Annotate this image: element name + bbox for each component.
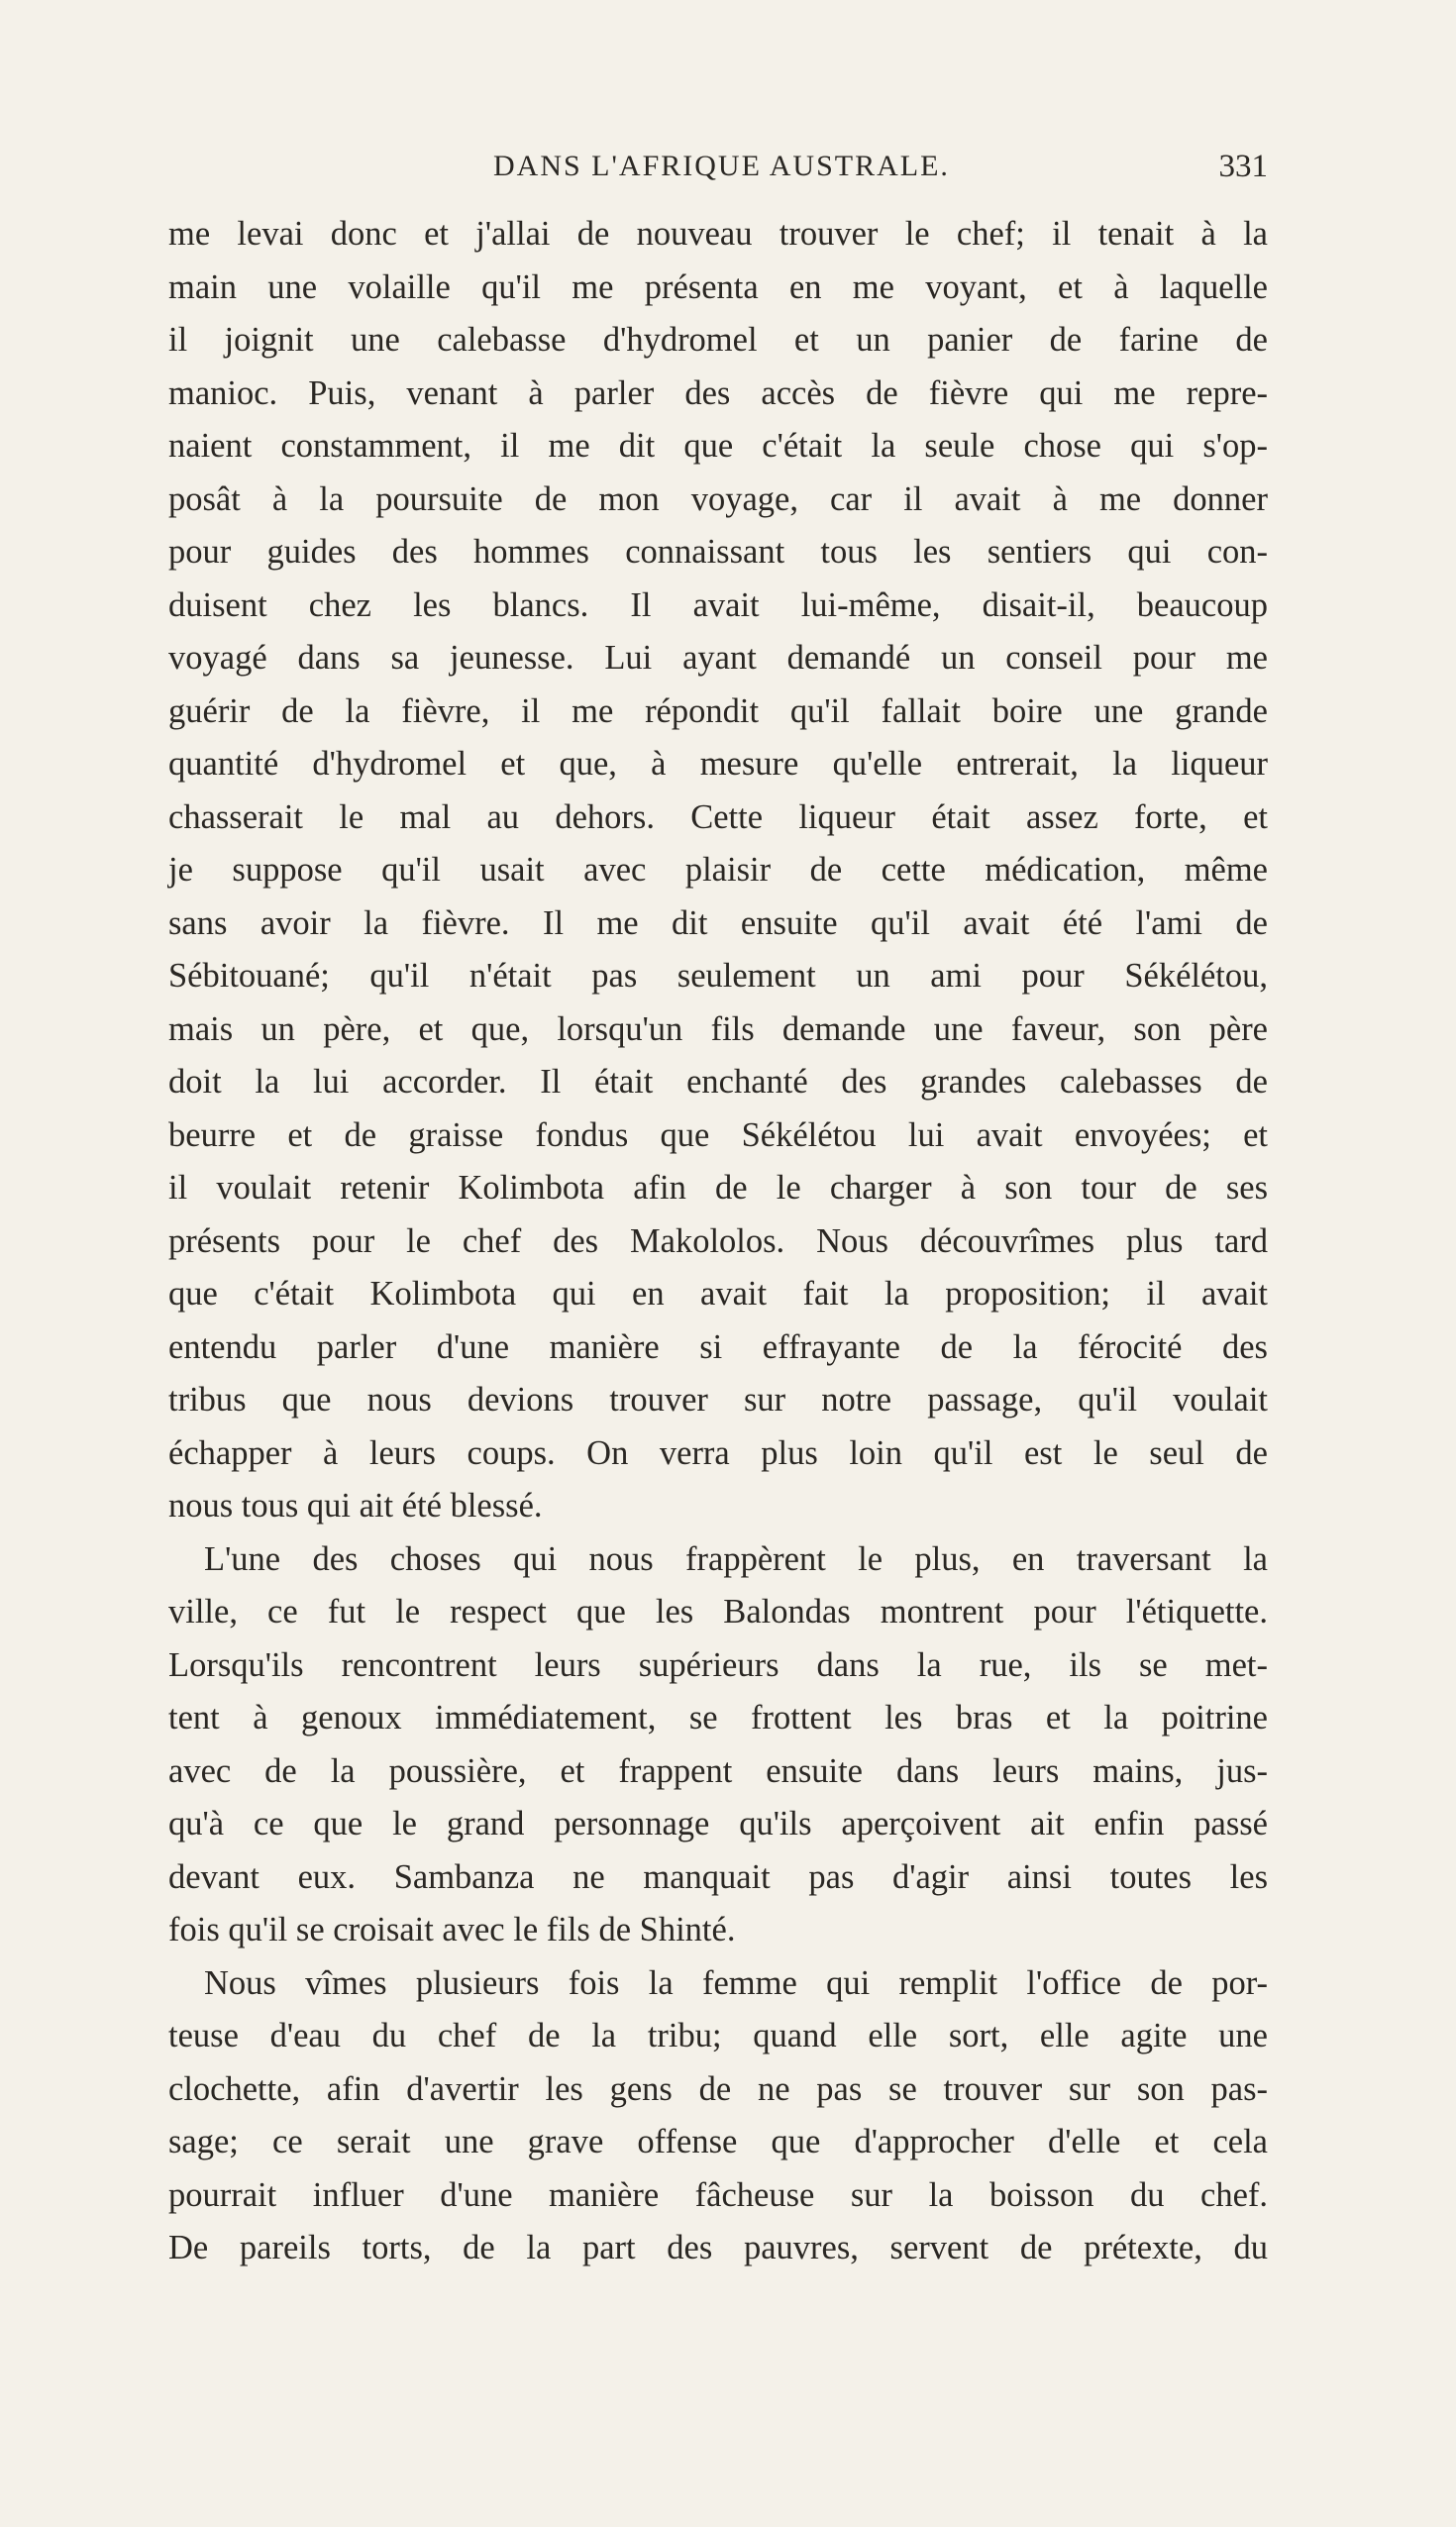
text-line: entendu parler d'une manière si effrayante de la férocité des [168, 1327, 1268, 1366]
text-line: De pareils torts, de la part des pauvres, servent de prétexte, du [168, 2229, 1268, 2266]
text-line: avec de la poussière, et frappent ensuite dans leurs mains, jus- [168, 1751, 1268, 1790]
text-line: devant eux. Sambanza ne manquait pas d'agir ainsi toutes les [168, 1857, 1268, 1896]
text-line: il joignit une calebasse d'hydromel et un panier de farine de [168, 321, 1268, 359]
text-line: pour guides des hommes connaissant tous les sentiers qui con- [168, 533, 1268, 571]
text-line: duisent chez les blancs. Il avait lui-même, disait-il, beaucoup [168, 585, 1268, 624]
text-line: chasserait le mal au dehors. Cette liqueur était assez forte, et [168, 797, 1268, 836]
text-line: nous tous qui ait été blessé. [168, 1487, 543, 1525]
page-header [168, 147, 1268, 186]
text-line: doit la lui accorder. Il était enchanté des grandes calebasses de [168, 1063, 1268, 1101]
text-line: posât à la poursuite de mon voyage, car il avait à me donner [168, 479, 1268, 518]
paragraph [168, 208, 1268, 1533]
text-line: échapper à leurs coups. On verra plus loin qu'il est le seul de [168, 1433, 1268, 1472]
text-line: tent à genoux immédiatement, se frottent les bras et la poitrine [168, 1699, 1268, 1737]
text-line: guérir de la fièvre, il me répondit qu'il fallait boire une grande [168, 691, 1268, 730]
text-line: que c'était Kolimbota qui en avait fait la proposition; il avait [168, 1275, 1268, 1313]
text-line: il voulait retenir Kolimbota afin de le charger à son tour de ses [168, 1169, 1268, 1207]
text-line: me levai donc et j'allai de nouveau trouver le chef; il tenait à la [168, 215, 1268, 253]
text-line: Lorsqu'ils rencontrent leurs supérieurs dans la rue, ils se met- [168, 1645, 1268, 1684]
text-line: beurre et de graisse fondus que Sékélétou lui avait envoyées; et [168, 1115, 1268, 1154]
running-title: DANS L'AFRIQUE AUSTRALE. [493, 150, 950, 182]
text-line: ville, ce fut le respect que les Balondas montrent pour l'étiquette. [168, 1593, 1268, 1631]
text-line: voyagé dans sa jeunesse. Lui ayant demandé un conseil pour me [168, 639, 1268, 677]
text-line: mais un père, et que, lorsqu'un fils demande une faveur, son père [168, 1009, 1268, 1048]
text-line: naient constamment, il me dit que c'était la seule chose qui s'op- [168, 427, 1268, 465]
text-line: Sébitouané; qu'il n'était pas seulement un ami pour Sékélétou, [168, 957, 1268, 995]
text-line: clochette, afin d'avertir les gens de ne pas se trouver sur son pas- [168, 2069, 1268, 2108]
text-line: L'une des choses qui nous frappèrent le plus, en traversant la [204, 1539, 1268, 1578]
text-line: main une volaille qu'il me présenta en me voyant, et à laquelle [168, 267, 1268, 306]
page-body [168, 208, 1268, 2275]
text-line: tribus que nous devions trouver sur notre passage, qu'il voulait [168, 1381, 1268, 1419]
text-line: qu'à ce que le grand personnage qu'ils aperçoivent ait enfin passé [168, 1805, 1268, 1843]
text-line: sans avoir la fièvre. Il me dit ensuite qu'il avait été l'ami de [168, 903, 1268, 942]
text-line: manioc. Puis, venant à parler des accès de fièvre qui me repre- [168, 373, 1268, 412]
text-line: sage; ce serait une grave offense que d'approcher d'elle et cela [168, 2123, 1268, 2160]
text-line: Nous vîmes plusieurs fois la femme qui remplit l'office de por- [204, 1963, 1268, 2002]
text-line: fois qu'il se croisait avec le fils de Shinté. [168, 1911, 736, 1948]
paragraph [168, 1957, 1268, 2275]
text-line: quantité d'hydromel et que, à mesure qu'elle entrerait, la liqueur [168, 745, 1268, 783]
text-line: je suppose qu'il usait avec plaisir de cette médication, même [168, 851, 1268, 889]
page-number: 331 [1218, 149, 1268, 184]
text-line: teuse d'eau du chef de la tribu; quand elle sort, elle agite une [168, 2017, 1268, 2054]
paragraph [168, 1533, 1268, 1957]
text-line: présents pour le chef des Makololos. Nous découvrîmes plus tard [168, 1221, 1268, 1260]
text-line: pourrait influer d'une manière fâcheuse sur la boisson du chef. [168, 2175, 1268, 2214]
